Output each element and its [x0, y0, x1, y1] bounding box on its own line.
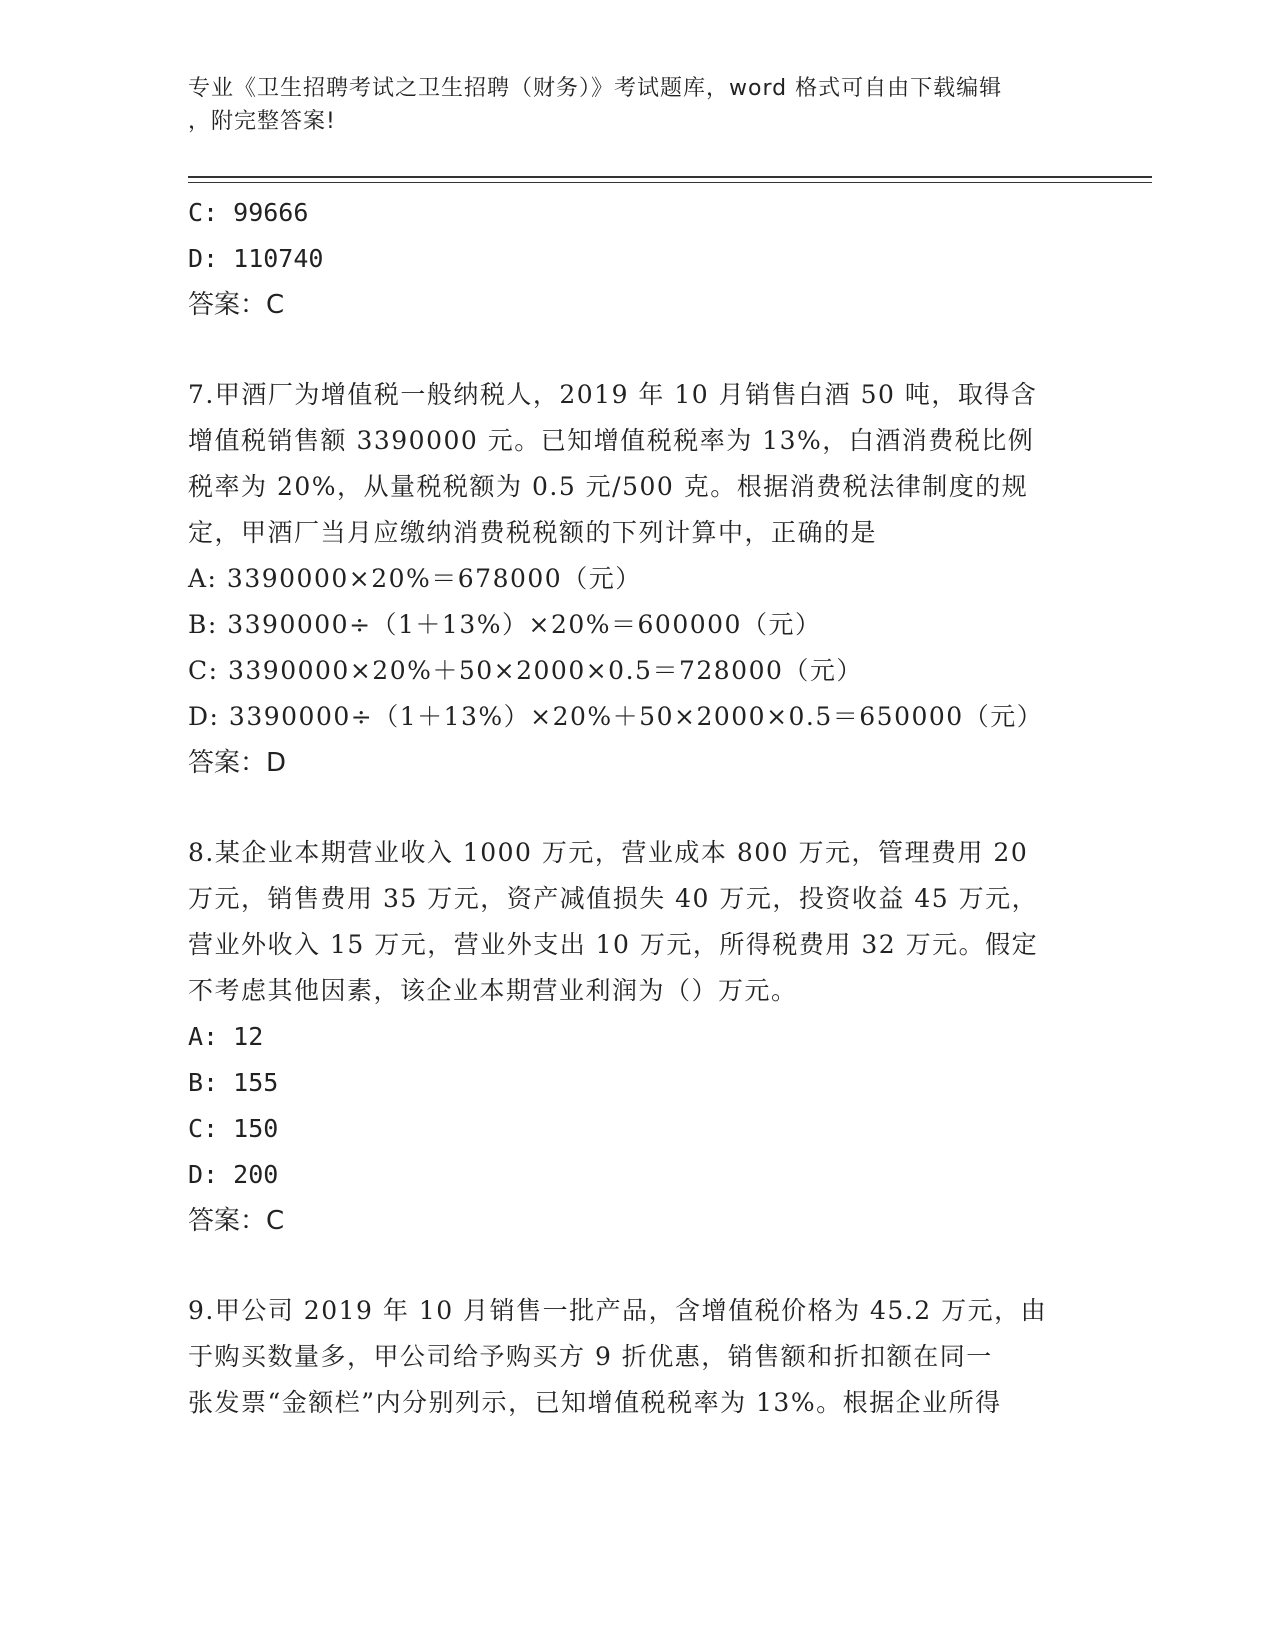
- question-9: [188, 1288, 1088, 1426]
- spacer: [188, 328, 1088, 372]
- answer-line: 答案：C: [188, 290, 285, 320]
- question-text-line: 营业外收入 15 万元，营业外支出 10 万元，所得税费用 32 万元。假定: [188, 930, 1039, 959]
- document-header: [188, 72, 1068, 138]
- header-line-1: 专业《卫生招聘考试之卫生招聘（财务）》考试题库，word 格式可自由下载编辑: [188, 76, 1003, 101]
- question-text-line: 7.甲酒厂为增值税一般纳税人，2019 年 10 月销售白酒 50 吨，取得含: [188, 380, 1038, 409]
- question-text-line: 不考虑其他因素，该企业本期营业利润为（）万元。: [188, 976, 798, 1005]
- option-a: A: 12: [188, 1022, 264, 1051]
- answer-line: 答案：C: [188, 1206, 285, 1236]
- option-d: D: 110740: [188, 244, 324, 273]
- question-7: [188, 372, 1088, 786]
- spacer: [188, 1244, 1088, 1288]
- header-divider-thick: [188, 176, 1152, 178]
- option-b: B: 3390000÷（1＋13%）×20%＝600000（元）: [188, 610, 822, 639]
- question-text-line: 定，甲酒厂当月应缴纳消费税税额的下列计算中，正确的是: [188, 518, 878, 547]
- option-c: C: 150: [188, 1114, 279, 1143]
- question-text-line: 税率为 20%，从量税税额为 0.5 元/500 克。根据消费税法律制度的规: [188, 472, 1029, 501]
- header-line-2: ，附完整答案!: [188, 109, 336, 134]
- option-b: B: 155: [188, 1068, 279, 1097]
- question-text-line: 张发票“金额栏”内分别列示，已知增值税税率为 13%。根据企业所得: [188, 1388, 1002, 1417]
- header-divider-thin: [188, 182, 1152, 183]
- question-text-line: 增值税销售额 3390000 元。已知增值税税率为 13%，白酒消费税比例: [188, 426, 1035, 455]
- question-text-line: 8.某企业本期营业收入 1000 万元，营业成本 800 万元，管理费用 20: [188, 838, 1029, 867]
- option-d: D: 200: [188, 1160, 279, 1189]
- question-content: [188, 190, 1088, 1426]
- question-text-line: 万元，销售费用 35 万元，资产减值损失 40 万元，投资收益 45 万元，: [188, 884, 1039, 913]
- question-text-line: 于购买数量多，甲公司给予购买方 9 折优惠，销售额和折扣额在同一: [188, 1342, 993, 1371]
- option-c: C: 3390000×20%＋50×2000×0.5＝728000（元）: [188, 656, 863, 685]
- option-a: A: 3390000×20%＝678000（元）: [188, 564, 642, 593]
- spacer: [188, 786, 1088, 830]
- question-text-line: 9.甲公司 2019 年 10 月销售一批产品，含增值税价格为 45.2 万元，由: [188, 1296, 1048, 1325]
- answer-line: 答案：D: [188, 748, 287, 778]
- question-8: [188, 830, 1088, 1244]
- option-d: D: 3390000÷（1＋13%）×20%＋50×2000×0.5＝650000（元）: [188, 702, 1044, 731]
- previous-question-tail: [188, 190, 1088, 328]
- option-c: C: 99666: [188, 198, 309, 227]
